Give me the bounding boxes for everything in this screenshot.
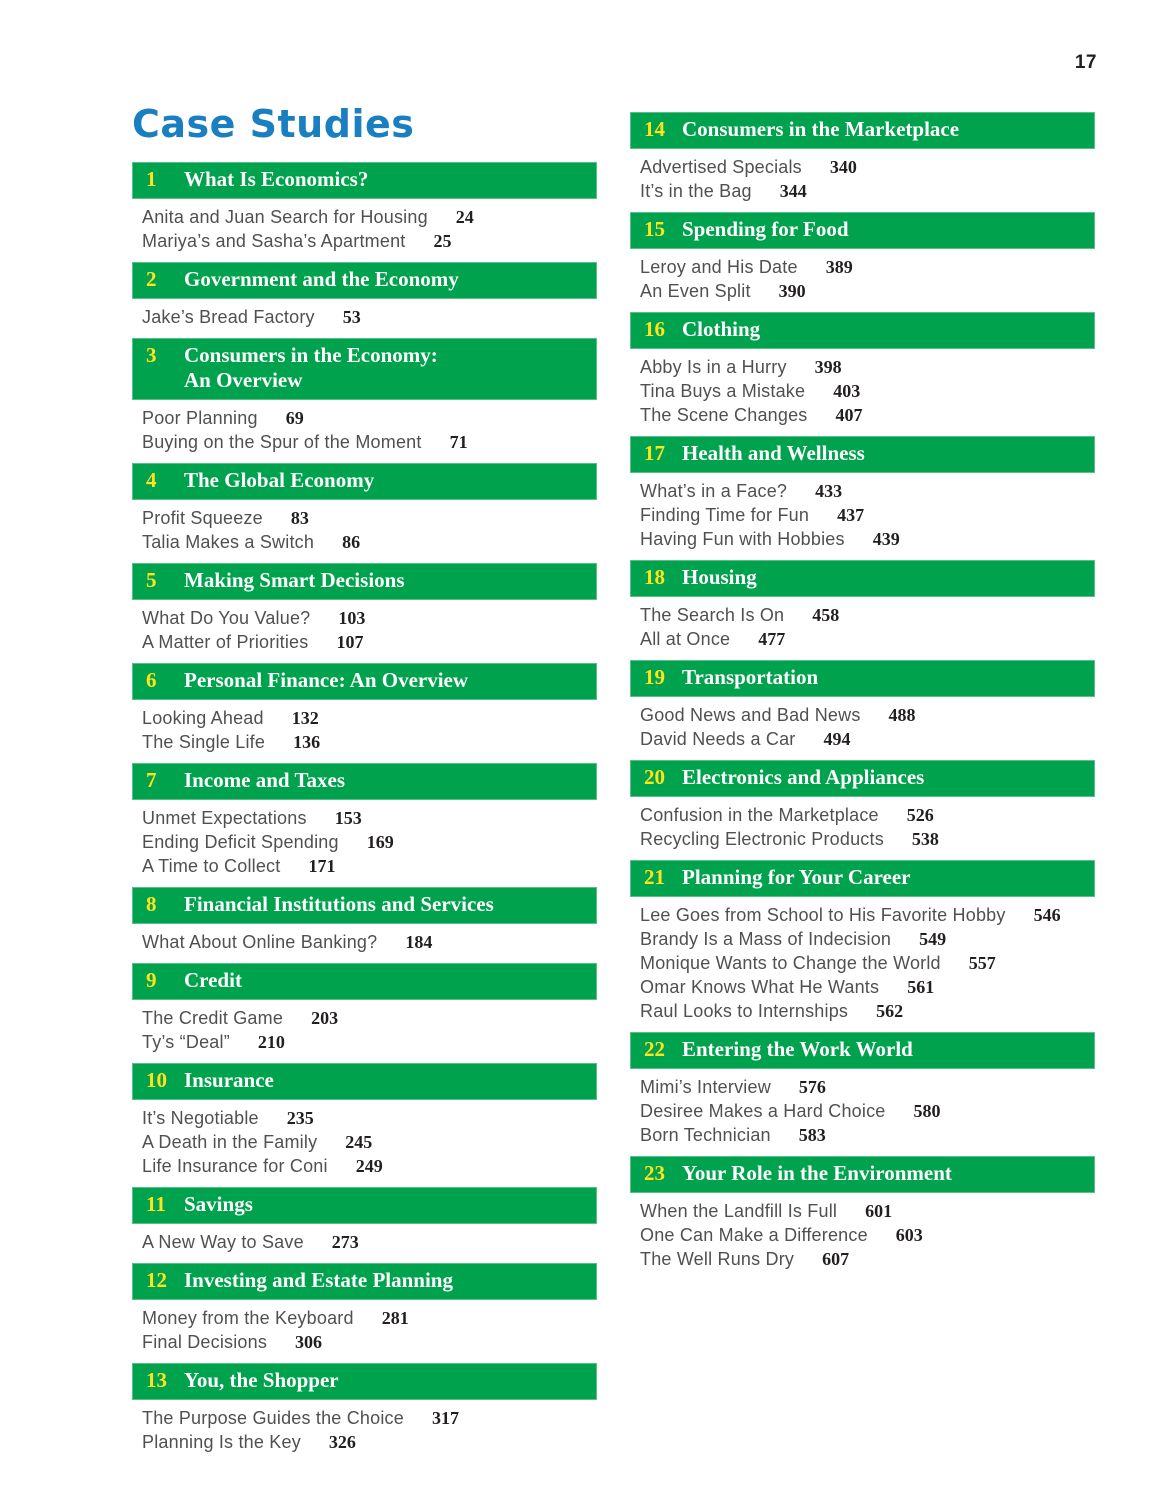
chapter-number: 5 xyxy=(146,567,157,592)
case-study-title: Having Fun with Hobbies xyxy=(640,529,845,549)
chapter-header xyxy=(630,212,1095,249)
chapter-header xyxy=(630,1032,1095,1069)
case-study-entry xyxy=(640,927,1095,951)
case-study-entry xyxy=(142,1230,597,1254)
case-study-list xyxy=(630,1199,1095,1271)
case-study-list xyxy=(630,255,1095,303)
chapter-number: 12 xyxy=(146,1267,167,1292)
case-study-list xyxy=(132,1306,597,1354)
chapter-header xyxy=(132,763,597,800)
case-study-page-number: 249 xyxy=(355,1155,383,1176)
chapter-number: 10 xyxy=(146,1067,167,1092)
chapter-title: Consumers in the Marketplace xyxy=(682,117,960,141)
case-study-list xyxy=(132,305,597,329)
case-study-title: A Time to Collect xyxy=(142,855,281,876)
case-study-page-number: 561 xyxy=(907,977,935,997)
chapter-number: 16 xyxy=(644,317,665,341)
case-study-page-number: 549 xyxy=(919,929,947,949)
case-study-list xyxy=(630,603,1095,651)
chapter-section xyxy=(630,1032,1095,1147)
chapter-section xyxy=(132,463,597,554)
page-title: Case Studies xyxy=(132,102,415,146)
chapter-title: Health and Wellness xyxy=(682,441,865,465)
case-study-page-number: 210 xyxy=(257,1031,285,1052)
case-study-page-number: 107 xyxy=(336,631,364,652)
case-study-page-number: 86 xyxy=(342,531,361,552)
case-study-title: Money from the Keyboard xyxy=(142,1307,354,1328)
case-study-list xyxy=(630,155,1095,203)
case-study-entry xyxy=(142,406,597,430)
case-study-entry xyxy=(640,951,1095,975)
chapter-list-right xyxy=(630,112,1095,1271)
case-study-list xyxy=(132,1006,597,1054)
case-study-entry xyxy=(142,1106,597,1130)
case-study-title: Looking Ahead xyxy=(142,707,264,728)
case-study-title: Finding Time for Fun xyxy=(640,505,810,525)
case-study-entry xyxy=(142,430,597,454)
case-study-title: The Credit Game xyxy=(142,1007,284,1028)
case-study-page-number: 526 xyxy=(906,805,934,825)
case-study-entry xyxy=(640,527,1095,551)
case-study-entry xyxy=(142,205,597,229)
case-study-entry xyxy=(142,1306,597,1330)
chapter-number: 11 xyxy=(146,1191,166,1216)
case-study-page-number: 538 xyxy=(911,829,939,849)
chapter-section xyxy=(132,663,597,754)
case-study-title: The Purpose Guides the Choice xyxy=(142,1407,404,1428)
case-study-entry xyxy=(640,155,1095,179)
case-study-entry xyxy=(640,1123,1095,1147)
case-study-page-number: 437 xyxy=(837,505,865,525)
case-study-entry xyxy=(142,530,597,554)
case-study-title: It’s in the Bag xyxy=(640,181,752,201)
case-study-page-number: 601 xyxy=(865,1201,893,1221)
case-study-title: It’s Negotiable xyxy=(142,1107,259,1128)
chapter-number: 3 xyxy=(146,342,157,367)
chapter-title: Entering the Work World xyxy=(682,1037,913,1061)
case-study-page-number: 25 xyxy=(433,230,452,251)
case-study-title: The Scene Changes xyxy=(640,405,808,425)
page-number: 17 xyxy=(1074,52,1097,73)
case-study-title: What Do You Value? xyxy=(142,607,311,628)
case-study-page-number: 607 xyxy=(822,1249,850,1269)
chapter-section xyxy=(630,312,1095,427)
case-study-page-number: 407 xyxy=(835,405,863,425)
case-study-title: What About Online Banking? xyxy=(142,931,378,952)
case-study-page-number: 103 xyxy=(338,607,366,628)
chapter-section xyxy=(132,162,597,253)
case-study-title: Profit Squeeze xyxy=(142,507,263,528)
case-study-entry xyxy=(640,999,1095,1023)
case-study-entry xyxy=(142,229,597,253)
case-study-title: A Death in the Family xyxy=(142,1131,318,1152)
case-study-list xyxy=(132,506,597,554)
case-study-page-number: 340 xyxy=(829,157,857,177)
case-study-page-number: 494 xyxy=(823,729,851,749)
chapter-header xyxy=(630,312,1095,349)
case-study-page-number: 546 xyxy=(1033,905,1061,925)
case-study-title: The Search Is On xyxy=(640,605,785,625)
chapter-section xyxy=(132,763,597,878)
chapter-header xyxy=(132,262,597,299)
case-study-entry xyxy=(640,255,1095,279)
case-study-page-number: 390 xyxy=(778,281,806,301)
case-study-entry xyxy=(640,1075,1095,1099)
case-study-page-number: 488 xyxy=(888,705,916,725)
chapter-section xyxy=(132,338,597,454)
case-study-list xyxy=(132,606,597,654)
chapter-section xyxy=(132,1263,597,1354)
chapter-header xyxy=(630,560,1095,597)
case-study-title: David Needs a Car xyxy=(640,729,796,749)
toc-column-right xyxy=(630,104,1095,1280)
chapter-section xyxy=(132,1063,597,1178)
case-study-page-number: 306 xyxy=(295,1331,323,1352)
case-study-entry xyxy=(640,355,1095,379)
chapter-number: 2 xyxy=(146,266,157,291)
case-study-entry xyxy=(142,1406,597,1430)
chapter-header xyxy=(132,1363,597,1400)
case-study-entry xyxy=(640,1223,1095,1247)
case-study-title: Tina Buys a Mistake xyxy=(640,381,806,401)
case-study-page-number: 603 xyxy=(895,1225,923,1245)
case-study-page-number: 235 xyxy=(286,1107,314,1128)
case-study-entry xyxy=(640,603,1095,627)
chapter-header xyxy=(132,162,597,199)
case-study-page-number: 458 xyxy=(812,605,840,625)
case-study-entry xyxy=(640,803,1095,827)
case-study-page-number: 69 xyxy=(285,407,304,428)
chapter-section xyxy=(630,436,1095,551)
chapter-title: Electronics and Appliances xyxy=(682,765,925,789)
chapter-header xyxy=(132,887,597,924)
case-study-list xyxy=(132,1406,597,1454)
case-study-entry xyxy=(142,730,597,754)
case-study-list xyxy=(630,803,1095,851)
chapter-title: Making Smart Decisions xyxy=(184,567,405,592)
case-study-entry xyxy=(640,279,1095,303)
chapter-number: 18 xyxy=(644,565,665,589)
toc-column-left xyxy=(132,104,597,1463)
case-study-page-number: 344 xyxy=(779,181,807,201)
case-study-page-number: 398 xyxy=(814,357,842,377)
chapter-header xyxy=(132,563,597,600)
chapter-header xyxy=(132,338,597,400)
chapter-section xyxy=(132,1187,597,1254)
case-study-entry xyxy=(640,627,1095,651)
case-study-entry xyxy=(142,830,597,854)
chapter-header xyxy=(630,860,1095,897)
case-study-entry xyxy=(640,379,1095,403)
chapter-number: 6 xyxy=(146,667,157,692)
chapter-number: 8 xyxy=(146,891,157,916)
chapter-title: Income and Taxes xyxy=(184,767,346,792)
case-study-title: Unmet Expectations xyxy=(142,807,307,828)
chapter-title: Housing xyxy=(682,565,757,589)
chapter-number: 15 xyxy=(644,217,665,241)
chapter-section xyxy=(132,563,597,654)
case-study-list xyxy=(132,1106,597,1178)
case-study-title: Good News and Bad News xyxy=(640,705,861,725)
chapter-section xyxy=(630,112,1095,203)
chapter-header xyxy=(630,760,1095,797)
case-study-entry xyxy=(640,903,1095,927)
chapter-section xyxy=(630,860,1095,1023)
case-study-title: Buying on the Spur of the Moment xyxy=(142,431,422,452)
chapter-header xyxy=(630,660,1095,697)
case-study-entry xyxy=(142,1154,597,1178)
chapter-number: 7 xyxy=(146,767,157,792)
chapter-header xyxy=(132,663,597,700)
case-study-title: The Single Life xyxy=(142,731,266,752)
case-study-entry xyxy=(142,930,597,954)
case-study-title: Ty’s “Deal” xyxy=(142,1031,230,1052)
case-study-page-number: 389 xyxy=(825,257,853,277)
case-study-title: Anita and Juan Search for Housing xyxy=(142,206,428,227)
case-study-title: Raul Looks to Internships xyxy=(640,1001,849,1021)
case-study-list xyxy=(630,355,1095,427)
case-study-entry xyxy=(640,179,1095,203)
case-study-entry xyxy=(640,1247,1095,1271)
case-study-title: Leroy and His Date xyxy=(640,257,798,277)
chapter-title: Financial Institutions and Services xyxy=(184,891,494,916)
chapter-section xyxy=(630,212,1095,303)
case-study-title: Mimi’s Interview xyxy=(640,1077,771,1097)
case-study-list xyxy=(630,703,1095,751)
case-study-page-number: 580 xyxy=(913,1101,941,1121)
case-study-title: Ending Deficit Spending xyxy=(142,831,339,852)
case-study-page-number: 83 xyxy=(290,507,309,528)
chapter-title: Your Role in the Environment xyxy=(682,1161,952,1185)
case-study-entry xyxy=(640,703,1095,727)
case-study-list xyxy=(132,1230,597,1254)
case-study-entry xyxy=(640,1099,1095,1123)
chapter-number: 13 xyxy=(146,1367,167,1392)
case-study-page-number: 281 xyxy=(381,1307,409,1328)
case-study-title: Lee Goes from School to His Favorite Hobby xyxy=(640,905,1006,925)
case-study-title: What’s in a Face? xyxy=(640,481,788,501)
case-study-page-number: 71 xyxy=(449,431,468,452)
case-study-title: Brandy Is a Mass of Indecision xyxy=(640,929,892,949)
case-study-list xyxy=(132,406,597,454)
chapter-number: 19 xyxy=(644,665,665,689)
chapter-number: 4 xyxy=(146,467,157,492)
chapter-section xyxy=(132,963,597,1054)
case-study-title: Jake’s Bread Factory xyxy=(142,306,315,327)
case-study-page-number: 403 xyxy=(833,381,861,401)
case-study-page-number: 203 xyxy=(311,1007,339,1028)
case-study-page-number: 583 xyxy=(798,1125,826,1145)
chapter-header xyxy=(132,963,597,1000)
chapter-number: 21 xyxy=(644,865,665,889)
chapter-section xyxy=(630,1156,1095,1271)
case-study-page-number: 317 xyxy=(431,1407,459,1428)
case-study-page-number: 576 xyxy=(798,1077,826,1097)
case-study-title: The Well Runs Dry xyxy=(640,1249,795,1269)
chapter-list-left xyxy=(132,162,597,1454)
chapter-number: 23 xyxy=(644,1161,665,1185)
toc-content xyxy=(132,104,1095,1463)
case-study-page-number: 184 xyxy=(405,931,433,952)
case-study-page-number: 245 xyxy=(345,1131,373,1152)
case-study-page-number: 557 xyxy=(968,953,996,973)
case-study-entry xyxy=(142,1006,597,1030)
chapter-header xyxy=(132,1063,597,1100)
chapter-number: 14 xyxy=(644,117,665,141)
chapter-number: 17 xyxy=(644,441,665,465)
case-study-page-number: 53 xyxy=(342,306,361,327)
chapter-header xyxy=(630,436,1095,473)
case-study-page-number: 24 xyxy=(455,206,474,227)
chapter-header xyxy=(132,463,597,500)
case-study-title: Planning Is the Key xyxy=(142,1431,301,1452)
case-study-entry xyxy=(142,305,597,329)
case-study-page-number: 562 xyxy=(876,1001,904,1021)
chapter-number: 22 xyxy=(644,1037,665,1061)
case-study-list xyxy=(630,479,1095,551)
case-study-entry xyxy=(142,506,597,530)
case-study-page-number: 171 xyxy=(308,855,336,876)
case-study-entry xyxy=(142,806,597,830)
chapter-title: Transportation xyxy=(682,665,819,689)
chapter-header xyxy=(630,112,1095,149)
chapter-header xyxy=(132,1263,597,1300)
chapter-title: You, the Shopper xyxy=(184,1367,339,1392)
case-study-title: Omar Knows What He Wants xyxy=(640,977,880,997)
case-study-title: Born Technician xyxy=(640,1125,771,1145)
case-study-entry xyxy=(142,1030,597,1054)
chapter-section xyxy=(132,262,597,329)
case-study-page-number: 136 xyxy=(293,731,321,752)
chapter-title: What Is Economics? xyxy=(184,166,369,191)
case-study-entry xyxy=(640,503,1095,527)
case-study-title: One Can Make a Difference xyxy=(640,1225,868,1245)
case-study-list xyxy=(630,1075,1095,1147)
case-study-entry xyxy=(640,827,1095,851)
chapter-header xyxy=(630,1156,1095,1193)
chapter-title: Planning for Your Career xyxy=(682,865,911,889)
case-study-list xyxy=(132,706,597,754)
case-study-title: Advertised Specials xyxy=(640,157,802,177)
case-study-page-number: 439 xyxy=(872,529,900,549)
case-study-entry xyxy=(142,854,597,878)
case-study-title: Life Insurance for Coni xyxy=(142,1155,328,1176)
case-study-entry xyxy=(142,606,597,630)
chapter-number: 1 xyxy=(146,166,157,191)
case-study-entry xyxy=(142,1130,597,1154)
case-study-list xyxy=(132,806,597,878)
case-study-title: An Even Split xyxy=(640,281,751,301)
chapter-section xyxy=(630,660,1095,751)
case-study-entry xyxy=(640,975,1095,999)
chapter-title: Consumers in the Economy: An Overview xyxy=(184,342,438,392)
chapter-section xyxy=(132,1363,597,1454)
case-study-list xyxy=(132,930,597,954)
case-study-title: Abby Is in a Hurry xyxy=(640,357,787,377)
chapter-title: The Global Economy xyxy=(184,467,375,492)
case-study-entry xyxy=(640,1199,1095,1223)
case-study-list xyxy=(132,205,597,253)
case-study-title: Monique Wants to Change the World xyxy=(640,953,941,973)
chapter-number: 9 xyxy=(146,967,157,992)
chapter-title: Savings xyxy=(184,1191,253,1216)
case-study-page-number: 153 xyxy=(334,807,362,828)
case-study-title: Final Decisions xyxy=(142,1331,268,1352)
chapter-section xyxy=(630,760,1095,851)
chapter-title: Spending for Food xyxy=(682,217,849,241)
case-study-entry xyxy=(142,1330,597,1354)
case-study-page-number: 169 xyxy=(366,831,394,852)
case-study-entry xyxy=(640,403,1095,427)
chapter-title: Investing and Estate Planning xyxy=(184,1267,453,1292)
case-study-title: Desiree Makes a Hard Choice xyxy=(640,1101,886,1121)
case-study-list xyxy=(630,903,1095,1023)
case-study-title: Recycling Electronic Products xyxy=(640,829,884,849)
chapter-title: Insurance xyxy=(184,1067,274,1092)
case-study-title: A New Way to Save xyxy=(142,1231,304,1252)
case-study-title: Poor Planning xyxy=(142,407,258,428)
chapter-title: Clothing xyxy=(682,317,761,341)
chapter-title: Credit xyxy=(184,967,242,992)
case-study-page-number: 273 xyxy=(331,1231,359,1252)
chapter-section xyxy=(132,887,597,954)
case-study-page-number: 477 xyxy=(758,629,786,649)
case-study-title: Mariya’s and Sasha’s Apartment xyxy=(142,230,406,251)
case-study-entry xyxy=(640,727,1095,751)
case-study-entry xyxy=(142,630,597,654)
case-study-title: Talia Makes a Switch xyxy=(142,531,315,552)
chapter-header xyxy=(132,1187,597,1224)
case-study-page-number: 132 xyxy=(291,707,319,728)
case-study-title: Confusion in the Marketplace xyxy=(640,805,879,825)
chapter-number: 20 xyxy=(644,765,665,789)
case-study-entry xyxy=(640,479,1095,503)
case-study-page-number: 433 xyxy=(815,481,843,501)
case-study-title: All at Once xyxy=(640,629,731,649)
case-study-title: When the Landfill Is Full xyxy=(640,1201,838,1221)
case-study-entry xyxy=(142,1430,597,1454)
chapter-title: Personal Finance: An Overview xyxy=(184,667,469,692)
chapter-title: Government and the Economy xyxy=(184,266,459,291)
case-study-title: A Matter of Priorities xyxy=(142,631,309,652)
case-study-entry xyxy=(142,706,597,730)
case-study-page-number: 326 xyxy=(328,1431,356,1452)
chapter-section xyxy=(630,560,1095,651)
